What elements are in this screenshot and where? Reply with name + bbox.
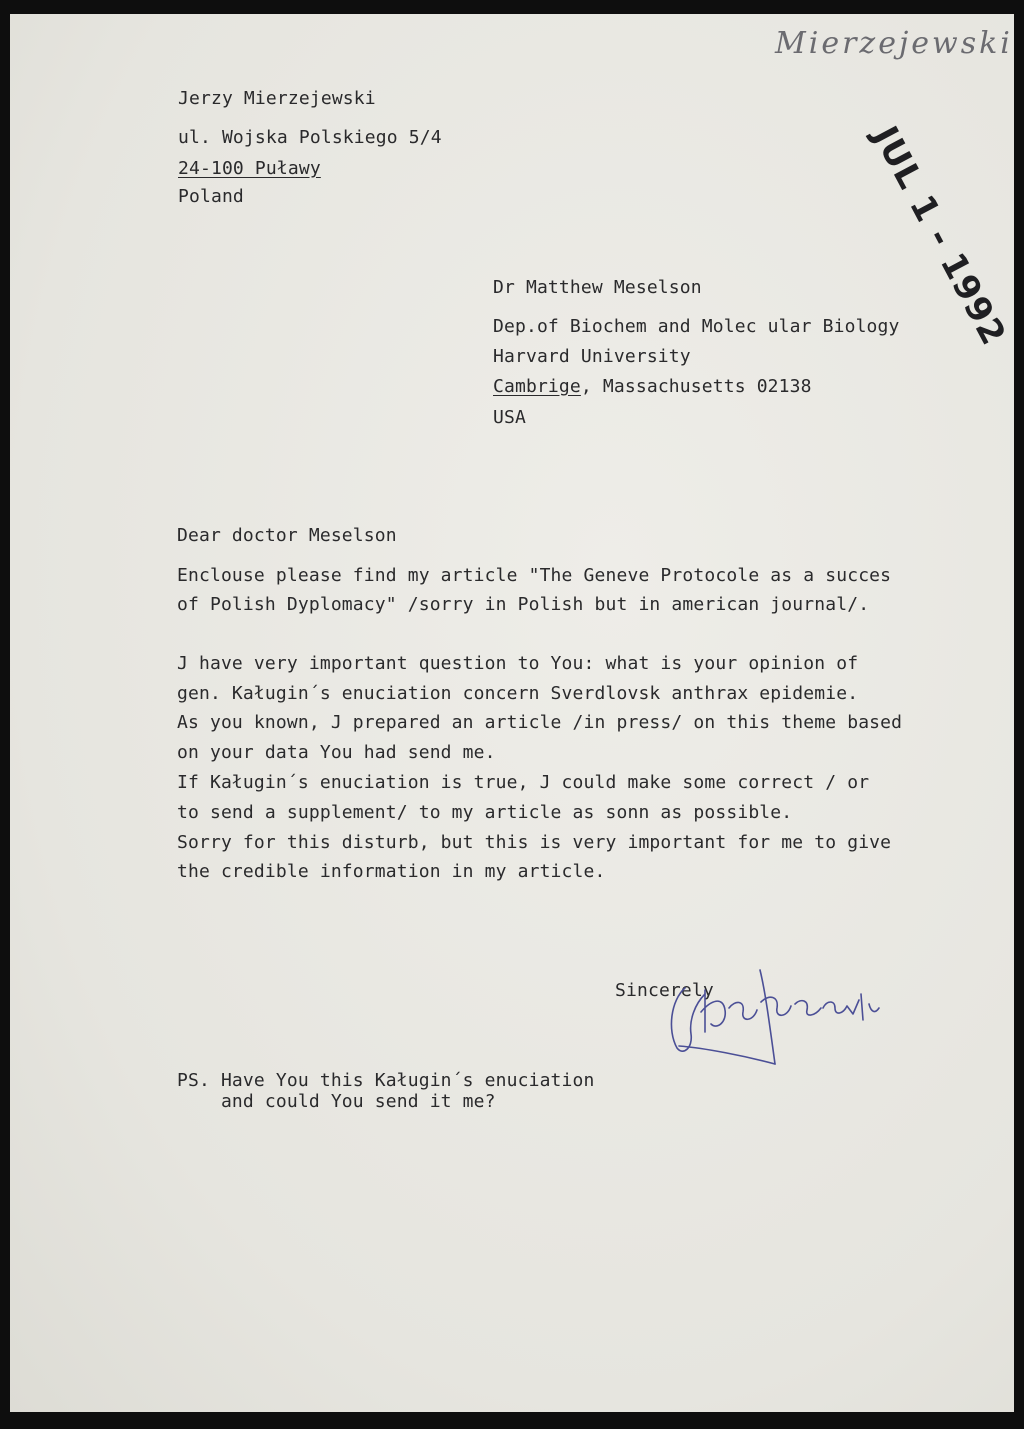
- paragraph-2-line: on your data You had send me.: [177, 742, 496, 763]
- signature: [665, 960, 895, 1070]
- sender-country: Poland: [178, 186, 244, 207]
- paragraph-1-line: of Polish Dyplomacy" /sorry in Polish but in american journal/.: [177, 594, 870, 615]
- paragraph-2-line: Sorry for this disturb, but this is very important for me to give: [177, 832, 892, 853]
- closing: Sincerely: [615, 980, 714, 1001]
- ps-line: PS. Have You this Kaługin´s enuciation: [177, 1070, 595, 1091]
- paragraph-2-line: to send a supplement/ to my article as sonn as possible.: [177, 802, 793, 823]
- paragraph-1-line: Enclouse please find my article "The Geneve Protocole as a succes: [177, 565, 892, 586]
- sender-street: ul. Wojska Polskiego 5/4: [178, 127, 442, 148]
- recipient-university: Harvard University: [493, 346, 691, 367]
- paragraph-2-line: gen. Kaługin´s enuciation concern Sverdlovsk anthrax epidemie.: [177, 683, 859, 704]
- salutation: Dear doctor Meselson: [177, 525, 397, 546]
- recipient-name: Dr Matthew Meselson: [493, 277, 702, 298]
- handwritten-name-annotation: Mierzejewski: [775, 26, 1013, 61]
- paragraph-2-line: If Kaługin´s enuciation is true, J could make some correct / or: [177, 772, 870, 793]
- paragraph-2-line: As you known, J prepared an article /in press/ on this theme based: [177, 712, 903, 733]
- sender-city: 24-100 Puławy: [178, 158, 321, 179]
- recipient-country: USA: [493, 407, 526, 428]
- date-stamp: JUL 1 - 1992: [864, 120, 1014, 353]
- sender-name: Jerzy Mierzejewski: [178, 88, 376, 109]
- signature-text: Mierzejewski: [785, 982, 792, 983]
- paragraph-2-line: J have very important question to You: what is your opinion of: [177, 653, 859, 674]
- ps-line: and could You send it me?: [177, 1091, 496, 1112]
- recipient-address-line: [493, 376, 812, 397]
- paragraph-2-line: the credible information in my article.: [177, 861, 606, 882]
- recipient-city: Cambrige: [493, 376, 581, 397]
- recipient-state-zip: , Massachusetts 02138: [580, 376, 812, 397]
- recipient-department: Dep.of Biochem and Molec ular Biology: [493, 316, 900, 337]
